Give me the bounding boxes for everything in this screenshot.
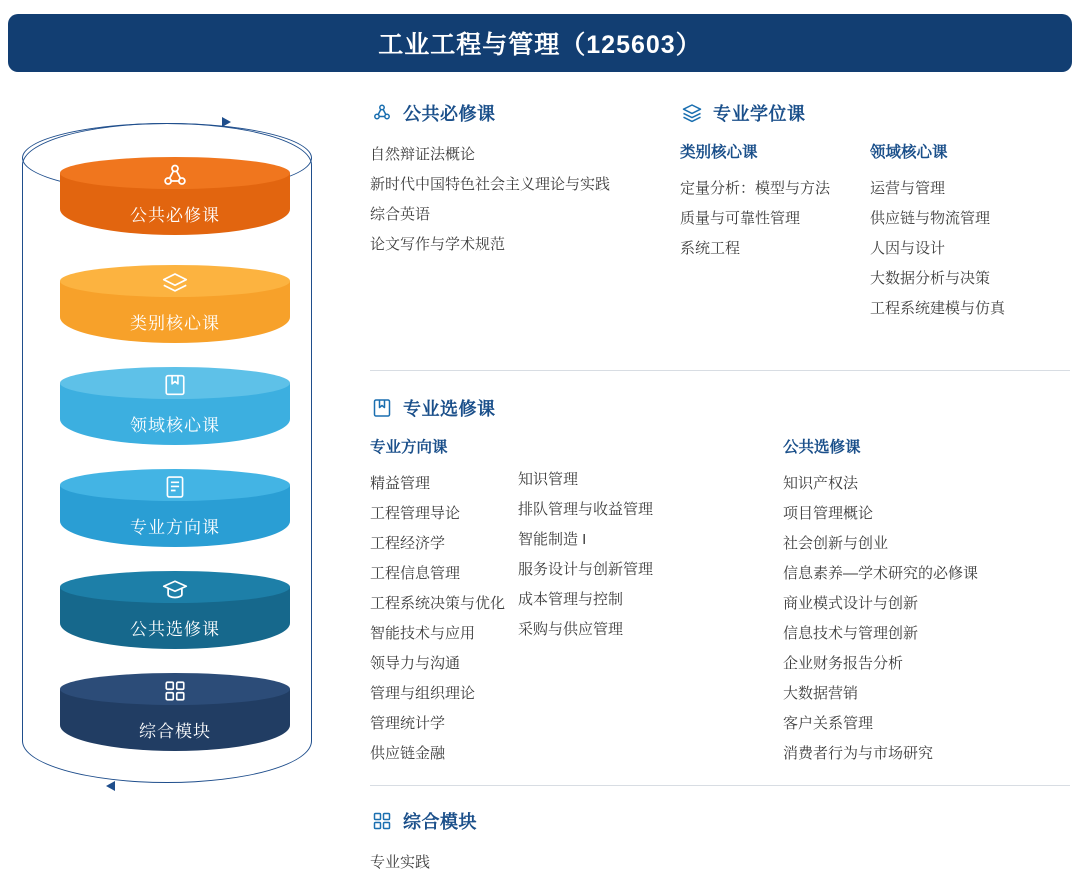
degree-columns xyxy=(680,140,1060,324)
stack-layer-label: 类别核心课 xyxy=(130,314,220,333)
course-item: 精益管理 xyxy=(370,475,431,492)
network-nodes-icon xyxy=(370,101,394,125)
elective-columns xyxy=(370,435,1070,769)
course-item: 供应链与物流管理 xyxy=(870,210,991,227)
course-item: 知识产权法 xyxy=(783,475,859,492)
stack-layer-label: 专业方向课 xyxy=(130,518,220,537)
section-comprehensive xyxy=(370,808,1070,878)
column-category-core xyxy=(680,140,870,324)
stack-layer-label: 公共必修课 xyxy=(130,206,220,225)
course-item: 大数据分析与决策 xyxy=(870,270,991,287)
course-item: 工程系统决策与优化 xyxy=(370,595,506,612)
course-item: 工程管理导论 xyxy=(370,505,461,522)
course-item: 消费者行为与市场研究 xyxy=(783,745,934,762)
stack-layer-label: 综合模块 xyxy=(139,722,211,741)
section-title: 专业选修课 xyxy=(403,399,496,419)
stack-layer-field-core[interactable] xyxy=(60,367,290,459)
course-item: 论文写作与学术规范 xyxy=(370,236,506,253)
course-item: 项目管理概论 xyxy=(783,505,874,522)
course-item: 成本管理与控制 xyxy=(518,591,624,608)
course-item: 管理与组织理论 xyxy=(370,685,476,702)
grid-blocks-icon xyxy=(60,677,290,710)
course-item: 企业财务报告分析 xyxy=(783,655,904,672)
stack-layer-label: 领域核心课 xyxy=(130,416,220,435)
course-item: 客户关系管理 xyxy=(783,715,874,732)
section-header xyxy=(680,100,1060,126)
course-item: 社会创新与创业 xyxy=(783,535,889,552)
course-item: 信息技术与管理创新 xyxy=(783,625,919,642)
stack-layer-comprehensive[interactable] xyxy=(60,673,290,765)
top-sections-row xyxy=(370,100,1070,324)
course-item: 系统工程 xyxy=(680,240,741,257)
column-field-core xyxy=(870,140,1060,324)
section-public-required xyxy=(370,100,680,324)
grid-blocks-icon xyxy=(370,809,394,833)
page-title: 工业工程与管理（125603） xyxy=(378,31,702,59)
layers-icon xyxy=(680,101,704,125)
stack-layer-public-elective[interactable] xyxy=(60,571,290,663)
course-item: 智能技术与应用 xyxy=(370,625,476,642)
column-heading: 专业方向课 xyxy=(370,439,448,456)
stack-layer-category-core[interactable] xyxy=(60,265,290,357)
course-item: 商业模式设计与创新 xyxy=(783,595,919,612)
column-heading: 类别核心课 xyxy=(680,144,758,161)
course-item: 知识管理 xyxy=(518,471,579,488)
divider-top xyxy=(370,370,1070,371)
arrow-top-icon xyxy=(222,117,231,127)
course-stack-diagram xyxy=(10,105,340,805)
course-item: 新时代中国特色社会主义理论与实践 xyxy=(370,176,611,193)
arrow-bottom-icon xyxy=(106,781,115,791)
stack-layer-public-required[interactable] xyxy=(60,157,290,249)
course-item: 专业实践 xyxy=(370,854,431,871)
section-degree-courses xyxy=(680,100,1060,324)
course-item: 大数据营销 xyxy=(783,685,859,702)
column-heading: 领域核心课 xyxy=(870,144,948,161)
course-item: 采购与供应管理 xyxy=(518,621,624,638)
course-item: 智能制造 I xyxy=(518,531,587,548)
column-direction-courses-2 xyxy=(518,435,783,769)
section-title: 专业学位课 xyxy=(713,104,806,124)
course-item: 运营与管理 xyxy=(870,180,946,197)
section-title: 公共必修课 xyxy=(403,104,496,124)
course-item: 质量与可靠性管理 xyxy=(680,210,801,227)
stack-layer-label: 公共选修课 xyxy=(130,620,220,639)
column-heading xyxy=(518,435,783,453)
page-header xyxy=(8,14,1072,72)
course-item: 自然辩证法概论 xyxy=(370,146,476,163)
section-header xyxy=(370,808,1070,834)
course-item: 工程经济学 xyxy=(370,535,446,552)
divider-bottom xyxy=(370,785,1070,786)
book-icon xyxy=(60,371,290,404)
column-heading: 公共选修课 xyxy=(783,439,861,456)
section-electives xyxy=(370,395,1070,769)
course-item: 人因与设计 xyxy=(870,240,946,257)
course-item: 供应链金融 xyxy=(370,745,446,762)
column-public-electives xyxy=(783,435,1063,769)
course-item: 工程系统建模与仿真 xyxy=(870,300,1006,317)
course-item: 信息素养—学术研究的必修课 xyxy=(783,565,979,582)
column-direction-courses xyxy=(370,435,518,769)
course-item: 工程信息管理 xyxy=(370,565,461,582)
stack-layer-direction[interactable] xyxy=(60,469,290,561)
book-icon xyxy=(370,396,394,420)
course-item: 服务设计与创新管理 xyxy=(518,561,654,578)
graduation-cap-icon xyxy=(60,575,290,610)
section-title: 综合模块 xyxy=(403,812,477,832)
network-nodes-icon xyxy=(60,161,290,196)
course-item: 管理统计学 xyxy=(370,715,446,732)
course-item: 定量分析：模型与方法 xyxy=(680,180,831,197)
curriculum-content xyxy=(370,100,1070,324)
document-lines-icon xyxy=(60,473,290,506)
section-header xyxy=(370,395,1070,421)
course-item: 排队管理与收益管理 xyxy=(518,501,654,518)
section-header xyxy=(370,100,680,126)
course-item: 领导力与沟通 xyxy=(370,655,461,672)
course-item: 综合英语 xyxy=(370,206,431,223)
layers-icon xyxy=(60,269,290,304)
